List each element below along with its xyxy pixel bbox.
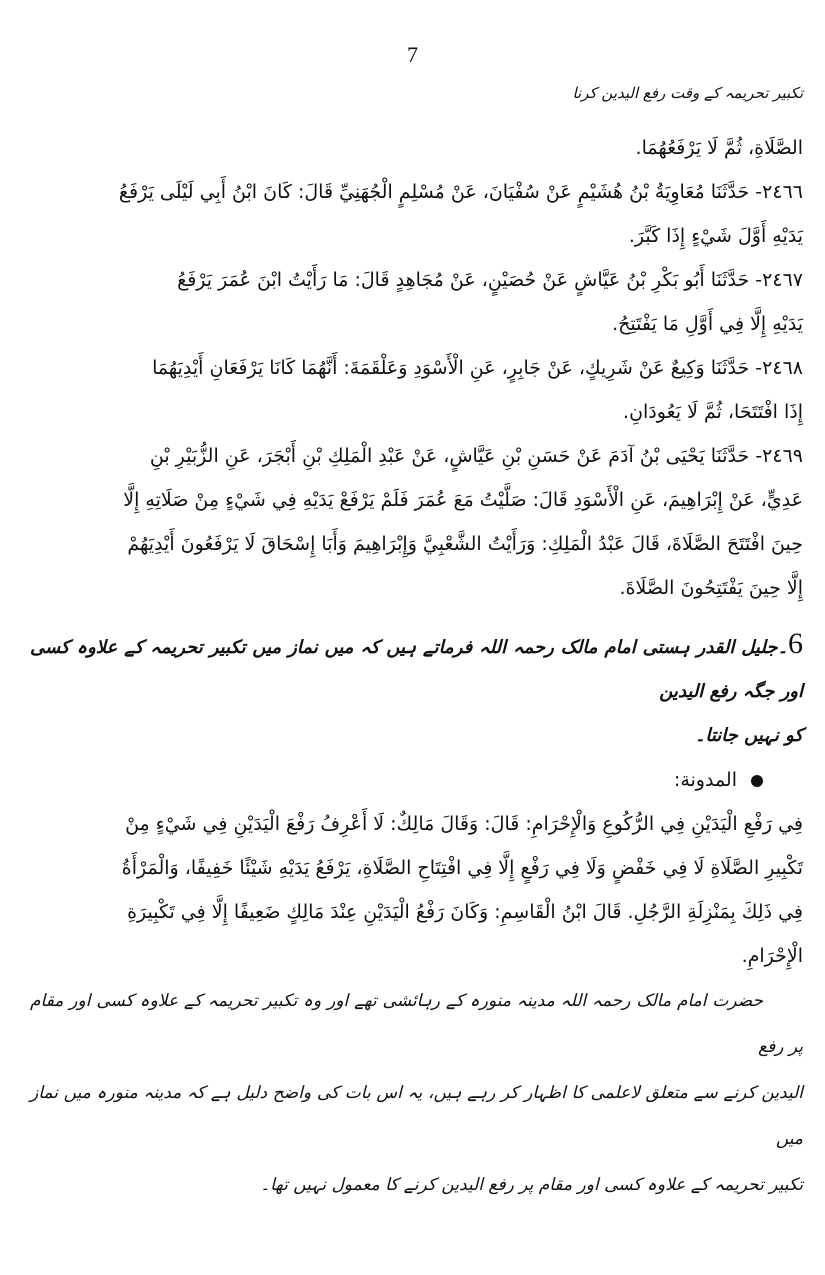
source-bullet [30,758,803,802]
arabic-quote-block [30,802,803,978]
text-line: إِلَّا حِينَ يَفْتَتِحُونَ الصَّلَاةَ. [619,577,803,599]
page-number: 7 [407,42,418,67]
arabic-hadith-block [30,126,803,610]
urdu-heading [30,622,803,758]
text-line: يَدَيْهِ إِلَّا فِي أَوَّلِ مَا يَفْتَتِحُ. [612,313,803,335]
text-line: الصَّلَاةِ، ثُمَّ لَا يَرْفَعُهُمَا. [635,137,803,159]
text-line: حضرت امام مالک رحمہ اللہ مدینہ منورہ کے رہائشی تھے اور وہ تکبیر تحریمہ کے علاوہ کسی اور مقام پر رفع [30,991,803,1057]
page-content [30,126,803,1208]
hadith-2467-line: ٢٤٦٧- حَدَّثَنَا أَبُو بَكْرِ بْنُ عَيَّاشٍ عَنْ حُصَيْنٍ، عَنْ مُجَاهِدٍ قَالَ: مَا رَأَيْتُ ابْنَ عُمَرَ يَرْفَعُ [177,269,803,291]
hadith-2469-line: ٢٤٦٩- حَدَّثَنَا يَحْيَى بْنُ آدَمَ عَنْ حَسَنِ بْنِ عَيَّاشٍ، عَنْ عَبْدِ الْمَلِكِ بْنِ أَبْجَرَ، عَنِ الزُّبَيْرِ بْنِ [149,445,803,467]
text-line: الْإِحْرَامِ. [741,945,803,967]
heading-text: ۔جلیل القدر ہستی امام مالک رحمہ اللہ فرماتے ہیں کہ میں نماز میں تکبیر تحریمہ کے علاوہ کسی اور جگہ رفع الیدین [30,637,803,702]
text-line: فِي ذَلِكَ بِمَنْزِلَةِ الرَّجُلِ. قَالَ ابْنُ الْقَاسِمِ: وَكَانَ رَفْعُ الْيَدَيْنِ عِنْدَ مَالِكٍ ضَعِيفًا إِلَّا فِي تَكْبِيرَةِ [127,901,803,923]
text-line: تکبیر تحریمہ کے علاوہ کسی اور مقام پر رفع الیدین کرنے کا معمول نہیں تھا۔ [260,1175,803,1195]
heading-number: 6 [788,627,803,660]
urdu-heading-line [30,622,803,714]
source-label: المدونة: [673,769,737,791]
urdu-heading-line: کو نہیں جانتا۔ [694,725,803,746]
running-header: تکبیر تحریمہ کے وقت رفع الیدین کرنا [572,84,803,102]
text-line: يَدَيْهِ أَوَّلَ شَيْءٍ إِذَا كَبَّرَ. [628,225,803,247]
hadith-2468-line: ٢٤٦٨- حَدَّثَنَا وَكِيعٌ عَنْ شَرِيكٍ، عَنْ جَابِرٍ، عَنِ الْأَسْوَدِ وَعَلْقَمَةَ: أَنَّهُمَا كَانَا يَرْفَعَانِ أَيْدِيَهُمَا [152,357,803,379]
text-line: إِذَا افْتَتَحَا، ثُمَّ لَا يَعُودَانِ. [623,401,803,423]
bullet-icon [751,775,763,787]
text-line: حِينَ افْتَتَحَ الصَّلَاةَ، قَالَ عَبْدُ الْمَلِكِ: وَرَأَيْتُ الشَّعْبِيَّ وَإِبْرَاهِيمَ وَأَبَا إِسْحَاقَ لَا يَرْفَعُونَ أَيْدِيَهُمْ [127,533,803,555]
text-line: تَكْبِيرِ الصَّلَاةِ لَا فِي خَفْضٍ وَلَا فِي رَفْعٍ إِلَّا فِي افْتِتَاحِ الصَّلَاةِ، يَرْفَعُ يَدَيْهِ شَيْئًا خَفِيفًا، وَالْمَرْأَةُ [121,857,803,879]
spacer [30,610,803,622]
hadith-2466-line: ٢٤٦٦- حَدَّثَنَا مُعَاوِيَةُ بْنُ هُشَيْمٍ عَنْ سُفْيَانَ، عَنْ مُسْلِمٍ الْجُهَنِيِّ قَالَ: كَانَ ابْنُ أَبِي لَيْلَى يَرْفَعُ [118,181,803,203]
text-line: فِي رَفْعِ الْيَدَيْنِ فِي الرُّكُوعِ وَالْإِحْرَامِ: قَالَ: وَقَالَ مَالِكٌ: لَا أَعْرِفُ رَفْعَ الْيَدَيْنِ فِي شَيْءٍ مِنْ [125,813,803,835]
text-line: عَدِيٍّ، عَنْ إِبْرَاهِيمَ، عَنِ الْأَسْوَدِ قَالَ: صَلَّيْتُ مَعَ عُمَرَ فَلَمْ يَرْفَعْ يَدَيْهِ فِي شَيْءٍ مِنْ صَلَاتِهِ إِلَّا [123,489,803,511]
text-line: الیدین کرنے سے متعلق لاعلمی کا اظہار کر رہے ہیں، یہ اس بات کی واضح دلیل ہے کہ مدینہ منورہ میں نماز میں [30,1083,803,1149]
urdu-closing-paragraph [30,978,803,1208]
